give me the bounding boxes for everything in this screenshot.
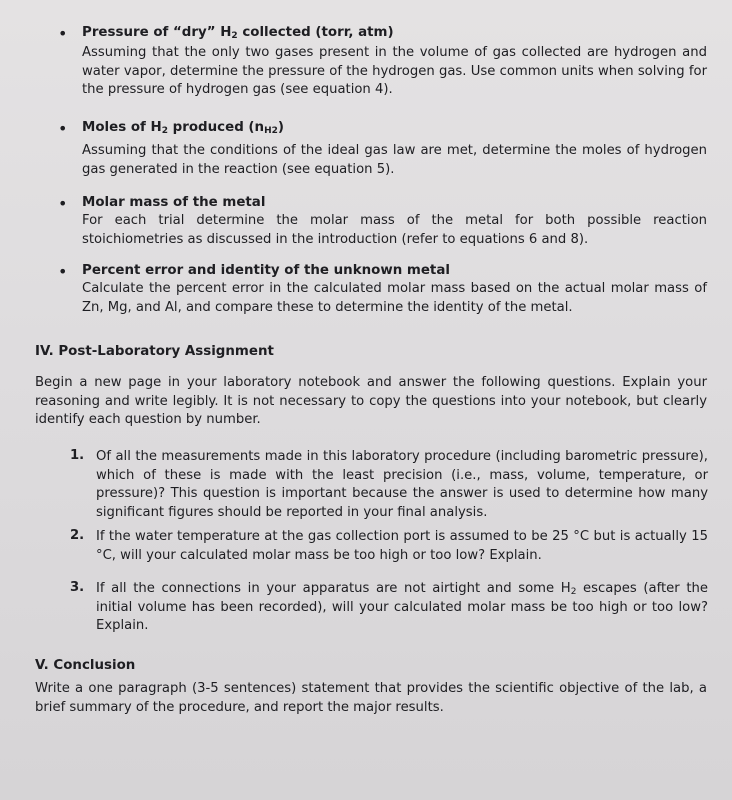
question-number: 1. [70,448,85,463]
item-body-pressure: Assuming that the only two gases present in the volume of gas collected are hydrogen and water vapor, determine the pressure of the hydrogen gas. Use common units when solving for the pressure of hydrogen gas (see equation 4). [82,45,707,97]
question-number: 3. [70,580,85,595]
item-body-moles: Assuming that the conditions of the ideal gas law are met, determine the moles of hydrogen gas generated in the reaction (see equation 5). [82,143,707,177]
item-title-percent-error: Percent error and identity of the unknown metal [82,263,450,278]
bullet-icon: • [58,119,68,138]
bullet-icon: • [58,24,68,43]
item-body-percent-error: Calculate the percent error in the calculated molar mass based on the actual molar mass of Zn, Mg, and Al, and compare these to determine the identity of the metal. [82,281,707,315]
question-text: Of all the measurements made in this laboratory procedure (including barometric pressure), which of these is made with the least precision (i.e., mass, volume, temperature, or pressure)? This question is important because the answer is used to determine how many significant figures should be reported in your final analysis. [96,449,708,520]
conclusion-text: Write a one paragraph (3-5 sentences) statement that provides the scientific objective of the lab, a brief summary of the procedure, and report the major results. [35,681,707,715]
item-title-molar-mass: Molar mass of the metal [82,195,266,210]
bullet-icon: • [58,262,68,281]
item-title-moles: Moles of $H_2$ produced $(n_{H2})$ [82,120,285,136]
item-body-molar-mass: For each trial determine the molar mass of the metal for both possible reaction stoichiometries as discussed in the introduction (refer to equations 6 and 8). [82,213,707,247]
item-title-pressure: Pressure of “dry” $H_2$ collected (torr, atm) [82,25,394,41]
post-lab-intro: Begin a new page in your laboratory notebook and answer the following questions. Explain your reasoning and write legibly. It is not necessary to copy the questions into your notebook, but clearly identify each question by number. [35,375,707,427]
question-text: If all the connections in your apparatus are not airtight and some $H_2$ escapes (after the initial volume has been recorded), will your calculated molar mass be too high or too low? Explain. [96,581,708,633]
section-heading-post-lab: IV. Post-Laboratory Assignment [35,344,274,359]
question-number: 2. [70,528,85,543]
section-heading-conclusion: V. Conclusion [35,658,136,673]
bullet-icon: • [58,194,68,213]
question-text: If the water temperature at the gas collection port is assumed to be 25 °C but is actually 15 °C, will your calculated molar mass be too high or too low? Explain. [96,529,708,563]
